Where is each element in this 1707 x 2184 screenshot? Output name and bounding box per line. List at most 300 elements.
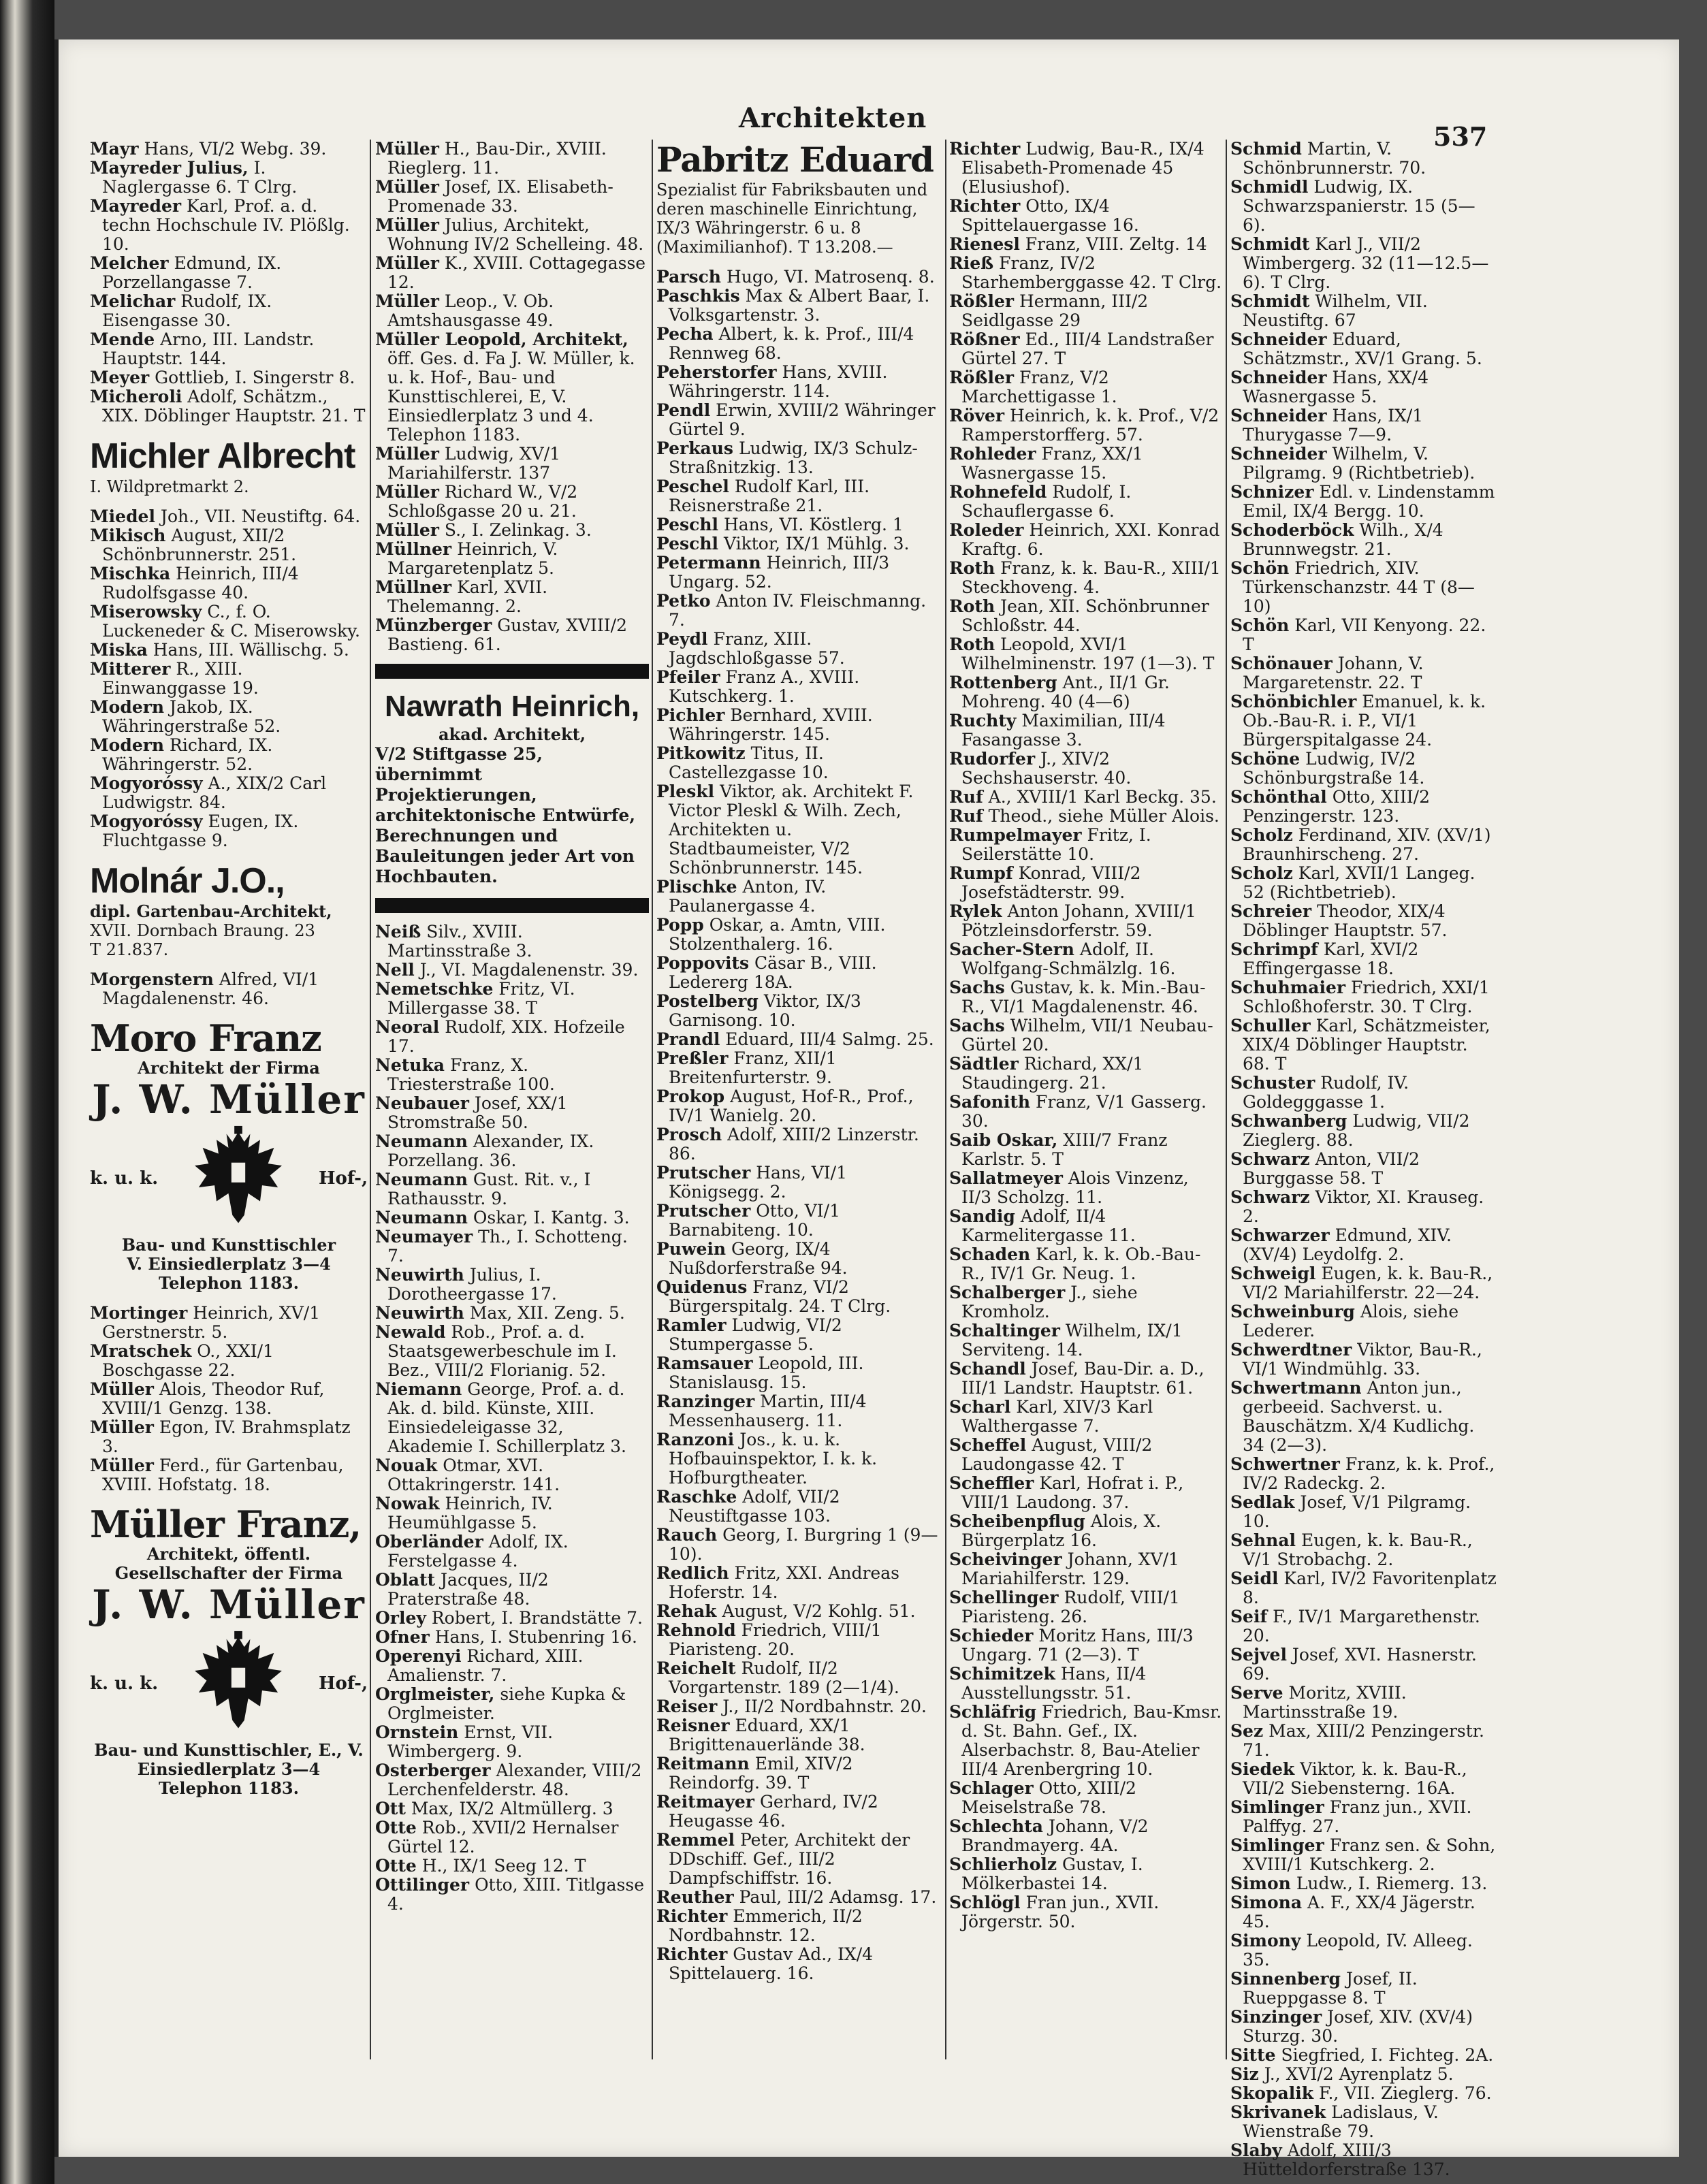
- entry-name: Skopalik: [1230, 2083, 1314, 2103]
- directory-entry: [656, 1125, 943, 1163]
- entry-name: Rohleder: [949, 444, 1036, 464]
- directory-entry: [1230, 616, 1498, 654]
- entry-name: Rehak: [656, 1601, 717, 1621]
- entry-details: Hans, XVIII. Währingerstr. 114.: [669, 362, 888, 401]
- entry-details: Rudolf Karl, III. Reisnerstraße 21.: [669, 477, 870, 515]
- entry-name: Micheroli: [90, 387, 182, 406]
- entry-details: Alexander, VIII/2 Lerchenfelderstr. 48.: [387, 1761, 642, 1799]
- entry-name: Miska: [90, 640, 148, 660]
- entry-name: Mortinger: [90, 1303, 188, 1323]
- directory-entry: [90, 774, 368, 812]
- page-title: Architekten: [739, 102, 927, 134]
- entry-name: Schmidt: [1230, 291, 1310, 311]
- directory-entry: [90, 526, 368, 564]
- directory-entry: [1230, 2046, 1498, 2065]
- entry-details: J., XVI/2 Ayrenplatz 5.: [1264, 2064, 1454, 2084]
- entry-name: Schwerdtner: [1230, 1340, 1352, 1360]
- entry-details: Eugen, k. k. Bau-R., V/1 Strobachg. 2.: [1243, 1530, 1473, 1569]
- entry-name: Roth: [949, 558, 995, 578]
- entry-name: Seidl: [1230, 1569, 1279, 1588]
- directory-entry: [1230, 178, 1498, 235]
- directory-entry: [656, 1659, 943, 1697]
- entry-details: Gust. Rit. v., I Rathausstr. 9.: [387, 1170, 591, 1208]
- directory-entry: [1230, 483, 1498, 521]
- directory-entry: [375, 1876, 649, 1914]
- entry-name: Neuwirth: [375, 1265, 464, 1285]
- entry-name: Nowak: [375, 1494, 440, 1513]
- entry-details: Rob., Prof. a. d. Staatsgewerbeschule im I. Bez., VIII/2 Florianig. 52.: [387, 1322, 617, 1380]
- entry-details: August, VIII/2 Laudongasse 42. T: [961, 1435, 1153, 1474]
- entry-details: A. F., XX/4 Jägerstr. 45.: [1243, 1893, 1475, 1931]
- directory-entry: [375, 216, 649, 254]
- entry-name: Schwarz: [1230, 1149, 1310, 1169]
- entry-details: Siegfried, I. Fichteg. 2A.: [1281, 2045, 1494, 2065]
- entry-details: Titus, II. Castellezgasse 10.: [669, 743, 829, 782]
- entry-details: Oskar, a. Amtn, VIII. Stolzenthalerg. 16.: [669, 915, 886, 954]
- entry-name: Schrimpf: [1230, 940, 1318, 959]
- entry-details: Gustav, I. Mölkerbastei 14.: [961, 1854, 1143, 1893]
- entry-details: Alois, Theodor Ruf, XVIII/1 Genzg. 138.: [102, 1379, 325, 1418]
- directory-entry: [1230, 1970, 1498, 2008]
- column-2: [375, 140, 649, 2059]
- directory-entry: [90, 368, 368, 387]
- entry-details: Leop., V. Ob. Amtshausgasse 49.: [387, 291, 554, 330]
- entry-details: A., XIX/2 Carl Ludwigstr. 84.: [102, 773, 327, 812]
- entry-details: Adolf, II. Wolfgang-Schmälzlg. 16.: [961, 940, 1176, 978]
- directory-entry: [656, 1030, 943, 1049]
- directory-entry: [90, 603, 368, 641]
- ad-line: Bau- und Kunsttischler, E., V. Einsiedlerplatz 3—4: [94, 1740, 364, 1779]
- entry-details: Ant., II/1 Gr. Mohreng. 40 (4—6): [961, 673, 1170, 711]
- entry-name: Reuther: [656, 1887, 734, 1907]
- directory-entry: [375, 1018, 649, 1056]
- directory-entry: [949, 292, 1224, 330]
- directory-entry: [656, 1907, 943, 1945]
- entry-details: Emil, XIV/2 Reindorfg. 39. T: [669, 1754, 853, 1793]
- entry-name: Neumann: [375, 1208, 468, 1227]
- entry-details: Franz A., XVIII. Kutschkerg. 1.: [669, 667, 860, 706]
- entry-details: Bernhard, XVIII. Währingerstr. 145.: [669, 705, 873, 744]
- entry-details: Franz, X. Triesterstraße 100.: [387, 1055, 555, 1094]
- directory-entry: [1230, 1264, 1498, 1302]
- directory-entry: [656, 439, 943, 477]
- directory-entry: [1230, 864, 1498, 902]
- directory-entry: [90, 736, 368, 774]
- entry-details: Leopold, III. Stanislausg. 15.: [669, 1353, 864, 1392]
- entry-details: August, Hof-R., Prof., IV/1 Wanielg. 20.: [669, 1087, 914, 1125]
- directory-entry: [656, 515, 943, 534]
- entry-details: siehe Kupka & Orglmeister.: [387, 1684, 626, 1723]
- entry-name: Schuster: [1230, 1073, 1315, 1093]
- entry-name: Richter: [949, 196, 1021, 216]
- entry-name: Prosch: [656, 1125, 722, 1144]
- directory-entry: [90, 698, 368, 736]
- entry-details: Adolf, VII/2 Neustiftgasse 103.: [669, 1487, 840, 1526]
- entry-name: Müller: [375, 253, 439, 273]
- column-rule: [370, 140, 371, 2059]
- directory-entry: [949, 1779, 1224, 1817]
- directory-entry: [90, 330, 368, 368]
- entry-name: Prutscher: [656, 1163, 751, 1183]
- directory-entry: [1230, 521, 1498, 559]
- entry-details: Franz, VIII. Zeltg. 14: [1025, 234, 1207, 254]
- entry-name: Reisner: [656, 1716, 730, 1735]
- directory-entry: [375, 178, 649, 216]
- directory-entry: [949, 521, 1224, 559]
- entry-name: Schneider: [1230, 368, 1327, 387]
- divider-bar: [375, 898, 649, 913]
- directory-entry: [90, 292, 368, 330]
- entry-name: Niemann: [375, 1379, 462, 1399]
- directory-entry: [375, 1799, 649, 1818]
- entry-details: Max, IX/2 Altmüllerg. 3: [411, 1799, 613, 1818]
- ad-moro: [90, 1018, 368, 1293]
- entry-name: Poppovits: [656, 953, 750, 973]
- entry-name: Simon: [1230, 1874, 1291, 1893]
- column-5: [1230, 139, 1498, 2179]
- entry-details: Hermann, III/2 Seidlgasse 29: [961, 291, 1149, 330]
- directory-entry: [90, 660, 368, 698]
- ad-line: Telephon 1183.: [159, 1778, 299, 1798]
- entry-name: Schieder: [949, 1626, 1034, 1645]
- directory-entry: [949, 368, 1224, 406]
- entry-name: Sinnenberg: [1230, 1969, 1341, 1989]
- entry-name: Puwein: [656, 1239, 727, 1259]
- entry-name: Popp: [656, 915, 704, 935]
- directory-entry: [375, 980, 649, 1018]
- entry-details: Adolf, II/4 Karmelitergasse 11.: [961, 1206, 1136, 1245]
- entry-details: Richard, XIII. Amalienstr. 7.: [387, 1646, 584, 1685]
- directory-entry: [949, 978, 1224, 1016]
- ad-line: XVII. Dornbach Braung. 23: [90, 921, 315, 940]
- entry-name: Sandig: [949, 1206, 1015, 1226]
- entry-name: Postelberg: [656, 991, 759, 1011]
- ad-line: Architekt der Firma: [138, 1058, 320, 1078]
- book-gutter: [0, 0, 54, 2184]
- entry-name: Rauch: [656, 1525, 718, 1545]
- entry-details: Friedrich, XXI/1 Schloßhoferstr. 30. T Clrg.: [1243, 978, 1490, 1016]
- entry-details: F., IV/1 Margarethenstr. 20.: [1243, 1607, 1480, 1645]
- entry-details: Josef, Bau-Dir. a. D., III/1 Landstr. Hauptstr. 61.: [961, 1359, 1205, 1398]
- directory-entry: [1230, 1188, 1498, 1226]
- entry-details: Anton jun., gerbeeid. Sachverst. u. Bauschätzm. X/4 Kudlichg. 34 (2—3).: [1243, 1378, 1475, 1455]
- ad-name: Nawrath Heinrich,: [384, 690, 640, 723]
- entry-details: Heinrich, k. k. Prof., V/2 Ramperstorfferg. 57.: [961, 406, 1219, 445]
- entry-details: Gustav, k. k. Min.-Bau-R., VI/1 Magdalenenstr. 46.: [961, 978, 1206, 1016]
- entry-name: Serve: [1230, 1683, 1283, 1703]
- entry-details: A., XVIII/1 Karl Beckg. 35.: [988, 787, 1217, 807]
- entry-name: Müller: [90, 1379, 154, 1399]
- entry-details: Gerhard, IV/2 Heugasse 46.: [669, 1792, 878, 1831]
- ad-line: Telephon 1183.: [159, 1273, 299, 1293]
- entry-name: Petko: [656, 591, 711, 611]
- entry-details: H., IX/1 Seeg 12. T: [421, 1856, 586, 1876]
- entry-details: Fritz, XXI. Andreas Hoferstr. 14.: [669, 1563, 899, 1602]
- entry-name: Schlager: [949, 1778, 1034, 1798]
- directory-entry: [375, 1647, 649, 1685]
- entry-name: Schwarzer: [1230, 1225, 1330, 1245]
- entry-name: Sez: [1230, 1721, 1264, 1741]
- entry-name: Oblatt: [375, 1570, 436, 1590]
- entry-details: Jacques, II/2 Praterstraße 48.: [387, 1570, 549, 1609]
- directory-entry: [1230, 1531, 1498, 1569]
- entry-name: Schwertner: [1230, 1454, 1340, 1474]
- entry-name: Preßler: [656, 1048, 729, 1068]
- entry-name: Schaltinger: [949, 1321, 1060, 1340]
- entry-name: Ottilinger: [375, 1875, 470, 1895]
- entry-name: Schweinburg: [1230, 1302, 1355, 1321]
- entry-name: Pleskl: [656, 782, 715, 801]
- directory-entry: [949, 1855, 1224, 1893]
- entry-details: Theodor, XIX/4 Döblinger Hauptstr. 57.: [1243, 901, 1448, 940]
- directory-entry: [656, 1392, 943, 1430]
- entry-details: Rob., XVII/2 Hernalser Gürtel 12.: [387, 1818, 619, 1857]
- entry-name: Schlierholz: [949, 1854, 1057, 1874]
- entry-name: Müllner: [375, 539, 452, 559]
- directory-entry: [1230, 750, 1498, 788]
- entry-details: Martin, III/4 Messenhauserg. 11.: [669, 1392, 867, 1430]
- entry-details: Karl, XIV/3 Karl Walthergasse 7.: [961, 1397, 1153, 1436]
- entry-details: Adolf, Schätzm., XIX. Döblinger Hauptstr. 21. T: [102, 387, 366, 425]
- entry-details: Anton IV. Fleischmanng. 7.: [669, 591, 927, 630]
- directory-entry: [656, 1945, 943, 1983]
- entry-details: Friedrich, XIV. Türkenschanzstr. 44 T (8—10): [1243, 558, 1475, 616]
- directory-entry: [1230, 1226, 1498, 1264]
- entry-details: Fritz, VI. Millergasse 38. T: [387, 979, 575, 1018]
- entry-details: Josef, II. Rueppgasse 8. T: [1243, 1969, 1418, 2008]
- entry-details: Viktor, IX/3 Garnisong. 10.: [669, 991, 861, 1030]
- directory-entry: [949, 826, 1224, 864]
- entry-name: Sedlak: [1230, 1492, 1295, 1512]
- entry-details: Albert, k. k. Prof., III/4 Rennweg 68.: [669, 324, 914, 363]
- entry-name: Schimitzek: [949, 1664, 1055, 1684]
- entry-details: Otto, VI/1 Barnabiteng. 10.: [669, 1201, 840, 1240]
- entry-details: Richard W., V/2 Schloßgasse 20 u. 21.: [387, 482, 578, 521]
- entry-details: Heinrich, XV/1 Gerstnerstr. 5.: [102, 1303, 321, 1342]
- entry-details: Otto, IX/4 Spittelauergasse 16.: [961, 196, 1139, 235]
- directory-entry: [656, 1526, 943, 1564]
- directory-entry: [375, 1323, 649, 1380]
- directory-entry: [656, 1602, 943, 1621]
- entry-details: Rudolf, VIII/1 Piaristeng. 26.: [961, 1588, 1180, 1626]
- entry-details: Ludwig, VI/2 Stumpergasse 5.: [669, 1315, 842, 1354]
- entry-name: Schläfrig: [949, 1702, 1037, 1722]
- directory-entry: [949, 406, 1224, 445]
- directory-entry: [1230, 235, 1498, 292]
- directory-entry: [1230, 1455, 1498, 1493]
- directory-entry: [656, 1621, 943, 1659]
- entry-name: Neoral: [375, 1017, 440, 1037]
- entry-name: Müller: [90, 1417, 154, 1437]
- directory-entry: [656, 401, 943, 439]
- entry-name: Neumann: [375, 1131, 468, 1151]
- directory-entry: [90, 254, 368, 292]
- directory-entry: [949, 1283, 1224, 1321]
- entry-details: Viktor, IX/1 Mühlg. 3.: [723, 534, 910, 553]
- ad-line: V. Einsiedlerplatz 3—4: [127, 1254, 331, 1274]
- entry-details: C., f. O. Luckeneder & C. Miserowsky.: [102, 602, 360, 641]
- entry-details: Adolf, XIII/2 Linzerstr. 86.: [669, 1125, 919, 1163]
- directory-entry: [949, 1550, 1224, 1588]
- entry-name: Peschl: [656, 534, 719, 553]
- entry-details: Leopold, IV. Alleeg. 35.: [1243, 1931, 1473, 1970]
- entry-details: Rudolf, II/2 Vorgartenstr. 189 (2—1/4).: [669, 1658, 899, 1697]
- entry-name: Richter: [656, 1906, 728, 1926]
- ad-line: Hof-,: [318, 1168, 368, 1189]
- entry-name: Netuka: [375, 1055, 445, 1075]
- entry-details: Paul, III/2 Adamsg. 17.: [739, 1887, 937, 1907]
- directory-entry: [375, 445, 649, 483]
- entry-details: Edmund, IX. Porzellangasse 7.: [102, 253, 282, 292]
- directory-entry: [1230, 2008, 1498, 2046]
- entry-details: Jean, XII. Schönbrunner Schloßstr. 44.: [961, 596, 1209, 635]
- directory-entry: [656, 477, 943, 515]
- directory-entry: [375, 292, 649, 330]
- entry-name: Scheffel: [949, 1435, 1027, 1455]
- directory-entry: [949, 750, 1224, 788]
- entry-name: Peherstorfer: [656, 362, 777, 382]
- directory-entry: [375, 1056, 649, 1094]
- entry-name: Mayr: [90, 139, 139, 159]
- entry-details: Rudolf, XIX. Hofzeile 17.: [387, 1017, 625, 1056]
- entry-details: Hans, VI. Köstlerg. 1: [723, 515, 904, 534]
- entry-details: Karl, XVI/2 Effingergasse 18.: [1243, 940, 1419, 978]
- entry-details: Ludwig, IV/2 Schönburgstraße 14.: [1243, 749, 1425, 788]
- entry-name: Peschl: [656, 515, 719, 534]
- directory-entry: [375, 1170, 649, 1208]
- directory-entry: [949, 559, 1224, 597]
- directory-entry: [1230, 2103, 1498, 2141]
- entry-details: Johann, V. Margaretenstr. 22. T: [1243, 654, 1424, 692]
- entry-details: Ludwig, VII/2 Zieglerg. 88.: [1243, 1111, 1470, 1150]
- entry-name: Reitmann: [656, 1754, 750, 1773]
- directory-entry: [949, 673, 1224, 711]
- entry-details: Ludwig, XV/1 Mariahilferstr. 137: [387, 444, 561, 483]
- entry-name: Nouak: [375, 1456, 438, 1475]
- entry-details: Emanuel, k. k. Ob.-Bau-R. i. P., VI/1 Bürgerspitalgasse 24.: [1243, 692, 1486, 750]
- entry-details: Gottlieb, I. Singerstr 8.: [155, 368, 355, 387]
- directory-entry: [949, 1474, 1224, 1512]
- entry-name: Peschel: [656, 477, 729, 496]
- entry-name: Roth: [949, 635, 995, 654]
- directory-entry: [949, 1665, 1224, 1703]
- entry-details: Franz sen. & Sohn, XVIII/1 Kutschkerg. 2.: [1243, 1835, 1496, 1874]
- ad-molnar: [90, 860, 368, 959]
- entry-details: Max & Albert Baar, I. Volksgartenstr. 3.: [669, 286, 930, 325]
- entry-details: Viktor, XI. Krauseg. 2.: [1243, 1187, 1484, 1226]
- directory-entry: [1230, 1340, 1498, 1379]
- entry-details: Maximilian, III/4 Fasangasse 3.: [961, 711, 1166, 750]
- directory-entry: [1230, 1836, 1498, 1874]
- ad-line: Hof-,: [318, 1673, 368, 1694]
- entry-details: Erwin, XVIII/2 Währinger Gürtel 9.: [669, 400, 936, 439]
- directory-entry: [1230, 330, 1498, 368]
- entry-name: Sehnal: [1230, 1530, 1296, 1550]
- entry-name: Slaby: [1230, 2140, 1282, 2160]
- entry-name: Safonith: [949, 1092, 1031, 1112]
- entry-name: Roth: [949, 596, 995, 616]
- directory-entry: [1230, 1569, 1498, 1607]
- entry-details: Max, XII. Zeng. 5.: [469, 1303, 625, 1323]
- entry-name: Peydl: [656, 629, 708, 649]
- directory-entry: [1230, 2141, 1498, 2179]
- entry-details: Silv., XVIII. Martinsstraße 3.: [387, 922, 532, 961]
- entry-details: Moritz, XVIII. Martinsstraße 19.: [1243, 1683, 1407, 1722]
- ad-line: T 21.837.: [90, 940, 169, 959]
- entry-details: Richard, XX/1 Staudingerg. 21.: [961, 1054, 1144, 1093]
- entry-details: Ludwig, IX. Schwarzspanierstr. 15 (5—6).: [1243, 177, 1475, 235]
- entry-details: öff. Ges. d. Fa J. W. Müller, k. u. k. Hof-, Bau- und Kunsttischlerei, E, V. Einsiedlerplatz 3 und 4. Telephon 1183.: [387, 349, 635, 445]
- entry-details: Ernst, VII. Wimbergerg. 9.: [387, 1722, 554, 1761]
- entry-details: Franz, XIII. Jagdschloßgasse 57.: [669, 629, 845, 668]
- entry-name: Müller Leopold, Architekt,: [375, 330, 628, 349]
- directory-entry: [656, 1430, 943, 1488]
- entry-name: Rehnold: [656, 1620, 736, 1640]
- entry-details: Eduard, Schätzmstr., XV/1 Grang. 5.: [1243, 330, 1482, 368]
- directory-entry: [1230, 1607, 1498, 1645]
- entry-name: Schmidt: [1230, 234, 1310, 254]
- entry-details: I. Naglergasse 6. T Clrg.: [102, 158, 298, 197]
- directory-entry: [1230, 1893, 1498, 1931]
- directory-entry: [656, 992, 943, 1030]
- directory-entry: [656, 668, 943, 706]
- entry-name: Oberländer: [375, 1532, 483, 1552]
- directory-entry: [949, 940, 1224, 978]
- directory-entry: [90, 812, 368, 850]
- directory-entry: [1230, 559, 1498, 616]
- entry-details: Ludwig, IX/3 Schulz-Straßnitzkig. 13.: [669, 438, 918, 477]
- entry-details: Moritz Hans, III/3 Ungarg. 71 (2—3). T: [961, 1626, 1194, 1665]
- entry-name: Osterberger: [375, 1761, 491, 1780]
- directory-entry: [375, 1094, 649, 1132]
- directory-entry: [949, 597, 1224, 635]
- directory-entry: [375, 1132, 649, 1170]
- entry-name: Neiß: [375, 922, 421, 942]
- directory-entry: [375, 1571, 649, 1609]
- entry-details: Joh., VII. Neustiftg. 64.: [160, 507, 361, 526]
- directory-entry: [656, 954, 943, 992]
- directory-entry: [375, 330, 649, 445]
- ad-line: Bau- und Kunsttischler: [121, 1235, 336, 1255]
- entry-name: Müller: [375, 215, 439, 235]
- entry-details: Karl, XVII/1 Langeg. 52 (Richtbetrieb).: [1243, 863, 1475, 902]
- directory-entry: [949, 1512, 1224, 1550]
- entry-name: Rößler: [949, 291, 1015, 311]
- entry-details: Wilhelm, V. Pilgramg. 9 (Richtbetrieb).: [1243, 444, 1475, 483]
- entry-name: Skrivanek: [1230, 2102, 1326, 2122]
- entry-details: Emmerich, II/2 Nordbahnstr. 12.: [669, 1906, 863, 1945]
- directory-entry: [949, 1703, 1224, 1779]
- directory-entry: [656, 916, 943, 954]
- directory-entry: [90, 197, 368, 254]
- directory-entry: [949, 1436, 1224, 1474]
- ad-firm: J. W. Müller: [92, 1581, 366, 1628]
- directory-entry: [375, 254, 649, 292]
- entry-name: Schön: [1230, 615, 1290, 635]
- entry-name: Münzberger: [375, 615, 492, 635]
- directory-entry: [1230, 368, 1498, 406]
- entry-details: Friedrich, Bau-Kmsr. d. St. Bahn. Gef., IX. Alserbachstr. 8, Bau-Atelier III/4 Arenbergring 10.: [961, 1702, 1222, 1779]
- entry-name: Ramler: [656, 1315, 727, 1335]
- directory-entry: [949, 197, 1224, 235]
- directory-entry: [949, 140, 1224, 197]
- entry-name: Sejvel: [1230, 1645, 1287, 1665]
- entry-name: Nemetschke: [375, 979, 494, 999]
- directory-entry: [949, 1245, 1224, 1283]
- entry-details: Anton, IV. Paulanergasse 4.: [669, 877, 827, 916]
- entry-name: Orglmeister,: [375, 1684, 495, 1704]
- entry-details: K., XVIII. Cottagegasse 12.: [387, 253, 646, 292]
